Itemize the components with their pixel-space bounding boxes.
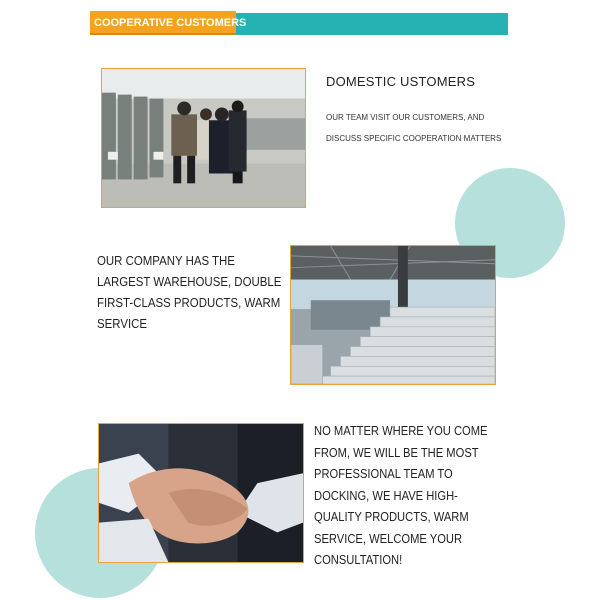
customers-visit-photo [101,68,306,208]
consultation-description: NO MATTER WHERE YOU COME FROM, WE WILL BE THE MOST PROFESSIONAL TEAM TO DOCKING, WE HAVE HIGH-QUALITY PRODUCTS, WARM SERVICE, WELCOME YOUR CONSULTATION! [314,423,488,567]
section-description: OUR TEAM VISIT OUR CUSTOMERS, AND DISCUSS SPECIFIC COOPERATION MATTERS [326,113,502,143]
warehouse-photo [290,245,496,385]
header-title: COOPERATIVE CUSTOMERS [90,11,236,35]
handshake-photo [98,423,304,563]
warehouse-description: OUR COMPANY HAS THE LARGEST WAREHOUSE, DOUBLE FIRST-CLASS PRODUCTS, WARM SERVICE [97,253,282,331]
section-heading: DOMESTIC USTOMERS [326,74,476,89]
